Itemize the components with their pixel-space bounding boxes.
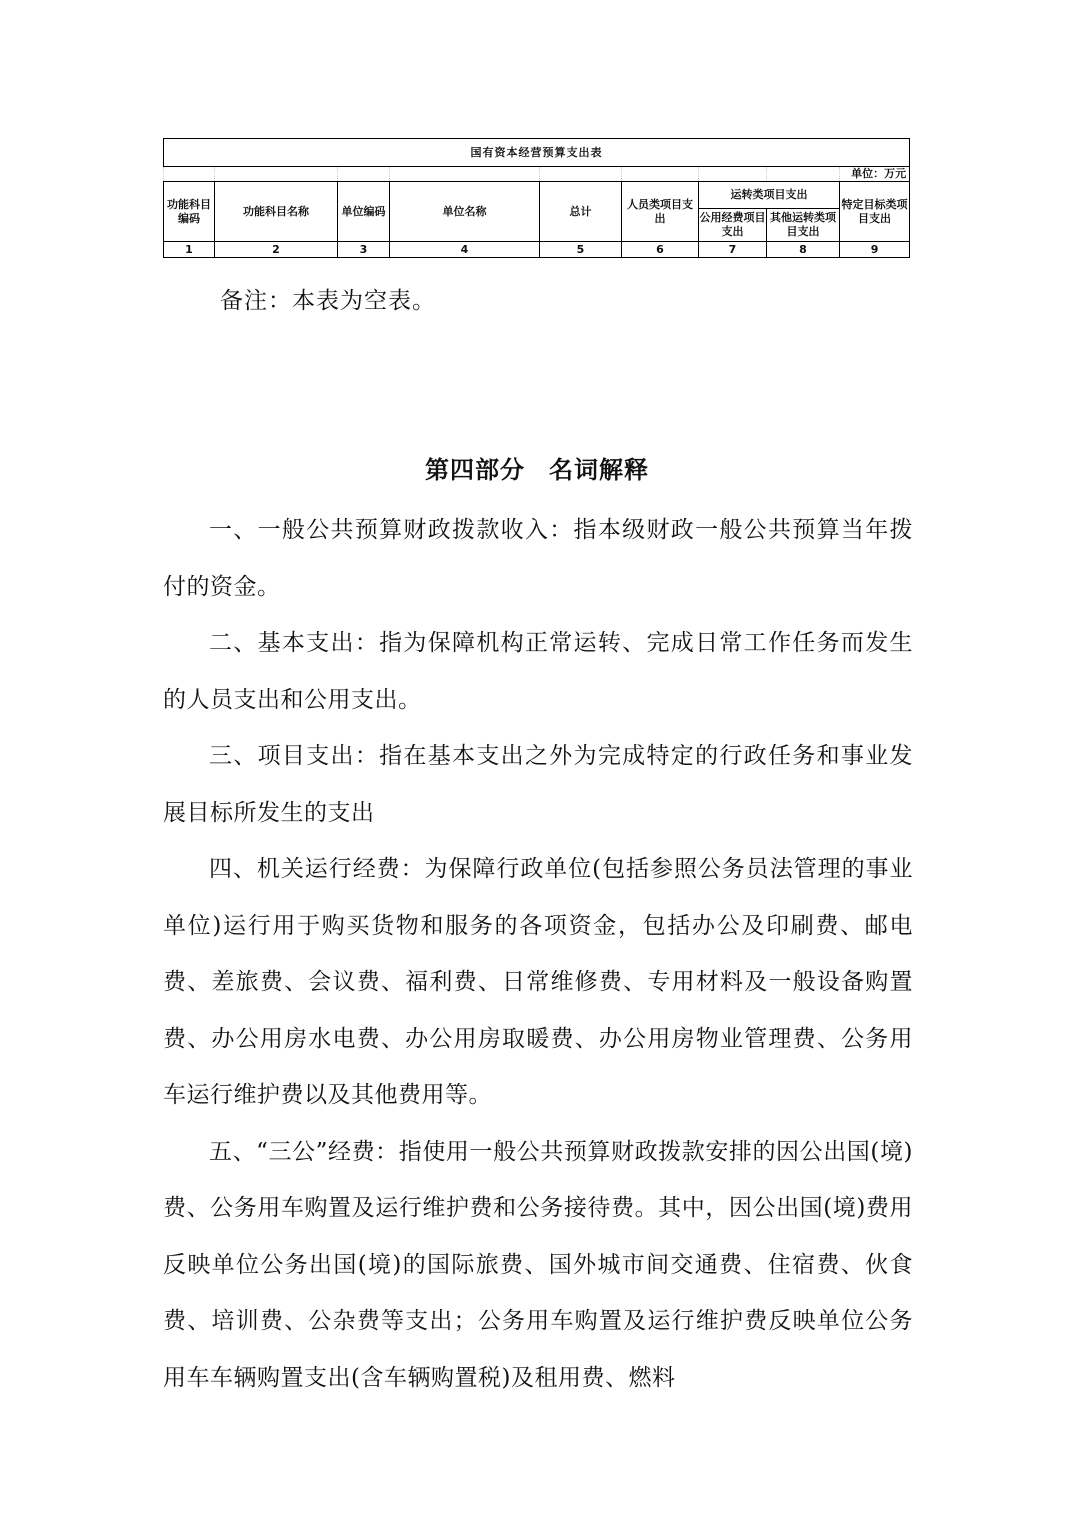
column-number: 1 — [164, 242, 215, 258]
glossary-paragraph: 三、项目支出：指在基本支出之外为完成特定的行政任务和事业发展目标所发生的支出 — [163, 743, 913, 826]
budget-expenditure-table — [163, 138, 910, 258]
header-func-name: 功能科目名称 — [215, 182, 338, 242]
glossary-paragraph: 五、“三公”经费：指使用一般公共预算财政拨款安排的因公出国(境)费、公务用车购置及运行维护费和公务接待费。其中，因公出国(境)费用反映单位公务出国(境)的国际旅费、国外城市间交通费、住宿费、伙食费、培训费、公杂费等支出；公务用车购置及运行维护费反映单位公务用车车辆购置支出(含车辆购置税)及租用费、燃料 — [163, 1138, 913, 1391]
table-unit: 单位：万元 — [840, 167, 910, 182]
header-special-target: 特定目标类项目支出 — [840, 182, 910, 242]
header-unit-code: 单位编码 — [338, 182, 390, 242]
header-public-expense: 公用经费项目支出 — [699, 209, 767, 242]
column-number: 7 — [699, 242, 767, 258]
column-number: 8 — [767, 242, 840, 258]
header-unit-name: 单位名称 — [390, 182, 540, 242]
header-operation-group: 运转类项目支出 — [699, 182, 840, 209]
section-name: 名词解释 — [549, 455, 649, 484]
glossary-paragraph: 四、机关运行经费：为保障行政单位(包括参照公务员法管理的事业单位)运行用于购买货物和服务的各项资金，包括办公及印刷费、邮电费、差旅费、会议费、福利费、日常维修费、专用材料及一般设备购置费、办公用房水电费、办公用房取暖费、办公用房物业管理费、公务用车运行维护费以及其他费用等。 — [163, 856, 913, 1108]
section-heading — [0, 450, 1074, 485]
header-other-operation: 其他运转类项目支出 — [767, 209, 840, 242]
glossary-paragraph: 一、一般公共预算财政拨款收入：指本级财政一般公共预算当年拨付的资金。 — [163, 517, 913, 600]
column-number-row — [164, 242, 910, 258]
header-personnel: 人员类项目支出 — [622, 182, 699, 242]
column-number: 3 — [338, 242, 390, 258]
table-title: 国有资本经营预算支出表 — [164, 139, 910, 167]
table-note: 备注：本表为空表。 — [220, 288, 436, 314]
column-number: 6 — [622, 242, 699, 258]
column-number: 9 — [840, 242, 910, 258]
column-number: 2 — [215, 242, 338, 258]
glossary-paragraph: 二、基本支出：指为保障机构正常运转、完成日常工作任务而发生的人员支出和公用支出。 — [163, 630, 913, 713]
section-part: 第四部分 — [425, 455, 525, 484]
header-total: 总计 — [540, 182, 622, 242]
column-number: 5 — [540, 242, 622, 258]
column-number: 4 — [390, 242, 540, 258]
glossary-body — [163, 502, 913, 1406]
header-func-code: 功能科目编码 — [164, 182, 215, 242]
budget-table-wrapper — [163, 138, 909, 258]
